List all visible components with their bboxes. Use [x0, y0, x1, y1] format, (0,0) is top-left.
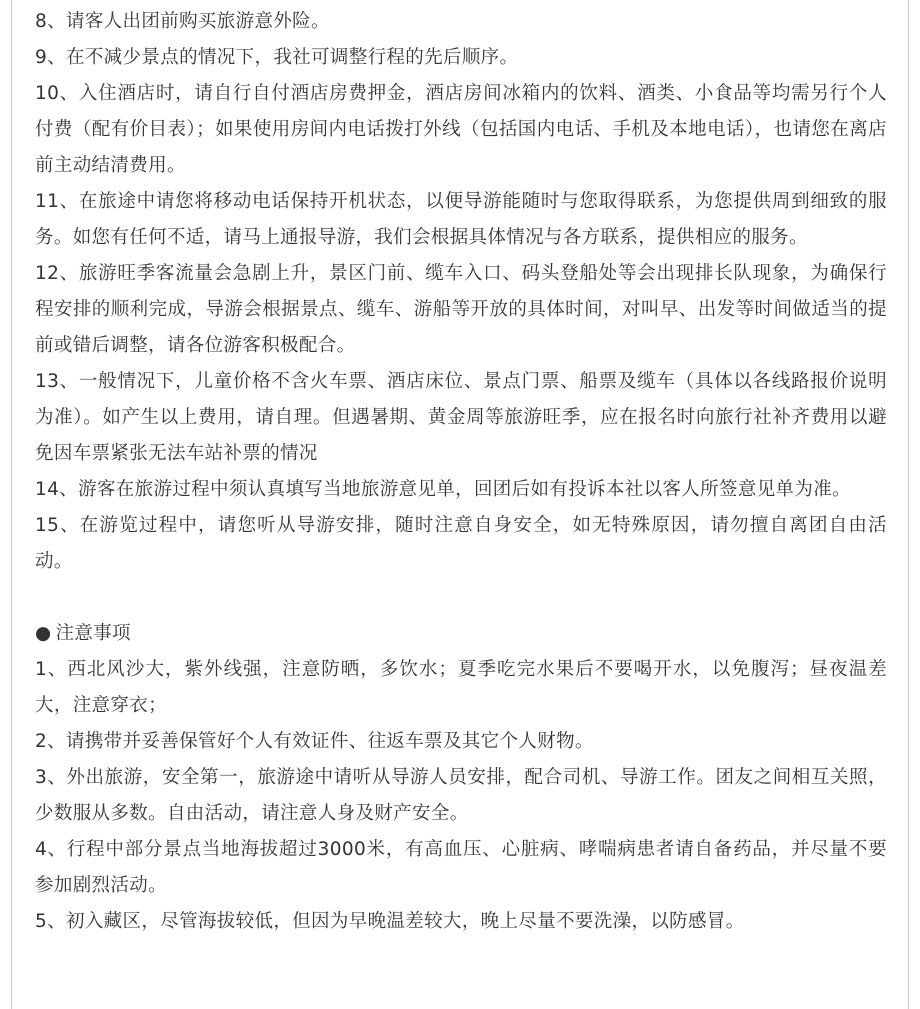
page-frame [11, 0, 909, 1009]
term-item-12: 12、旅游旺季客流量会急剧上升，景区门前、缆车入口、码头登船处等会出现排长队现象，为确保行程安排的顺利完成，导游会根据景点、缆车、游船等开放的具体时间，对叫早、出发等时间做适当的提前或错后调整，请各位游客积极配合。 [35, 263, 887, 356]
term-item-10: 10、入住酒店时，请自行自付酒店房费押金，酒店房间冰箱内的饮料、酒类、小食品等均需另行个人付费（配有价目表）；如果使用房间内电话拨打外线（包括国内电话、手机及本地电话），也请您在离店前主动结清费用。 [35, 83, 887, 176]
note-item-4: 4、行程中部分景点当地海拔超过3000米，有高血压、心脏病、哮喘病患者请自备药品，并尽量不要参加剧烈活动。 [35, 839, 887, 896]
note-item-1: 1、西北风沙大，紫外线强，注意防晒，多饮水；夏季吃完水果后不要喝开水，以免腹泻；昼夜温差大，注意穿衣； [35, 659, 887, 716]
section-spacer [35, 580, 887, 616]
notes-heading [35, 616, 887, 652]
note-item-5: 5、初入藏区，尽管海拔较低，但因为早晚温差较大，晚上尽量不要洗澡，以防感冒。 [35, 911, 745, 932]
term-item-11: 11、在旅途中请您将移动电话保持开机状态，以便导游能随时与您取得联系，为您提供周到细致的服务。如您有任何不适，请马上通报导游，我们会根据具体情况与各方联系，提供相应的服务。 [35, 191, 887, 248]
note-item-2: 2、请携带并妥善保管好个人有效证件、往返车票及其它个人财物。 [35, 731, 594, 752]
bullet-icon: ● [35, 623, 52, 644]
term-item-15: 15、在游览过程中，请您听从导游安排，随时注意自身安全，如无特殊原因，请勿擅自离团自由活动。 [35, 515, 887, 572]
term-item-13: 13、一般情况下，儿童价格不含火车票、酒店床位、景点门票、船票及缆车（具体以各线路报价说明为准）。如产生以上费用，请自理。但遇暑期、黄金周等旅游旺季，应在报名时向旅行社补齐费用以避免因车票紧张无法车站补票的情况 [35, 371, 887, 464]
term-item-8: 8、请客人出团前购买旅游意外险。 [35, 11, 330, 32]
notes-title: 注意事项 [55, 623, 131, 644]
term-item-9: 9、在不减少景点的情况下，我社可调整行程的先后顺序。 [35, 47, 519, 68]
note-item-3: 3、外出旅游，安全第一，旅游途中请听从导游人员安排，配合司机、导游工作。团友之间相互关照，少数服从多数。自由活动，请注意人身及财产安全。 [35, 767, 887, 824]
term-item-14: 14、游客在旅游过程中须认真填写当地旅游意见单，回团后如有投诉本社以客人所签意见单为准。 [35, 479, 851, 500]
document-content [35, 4, 887, 940]
